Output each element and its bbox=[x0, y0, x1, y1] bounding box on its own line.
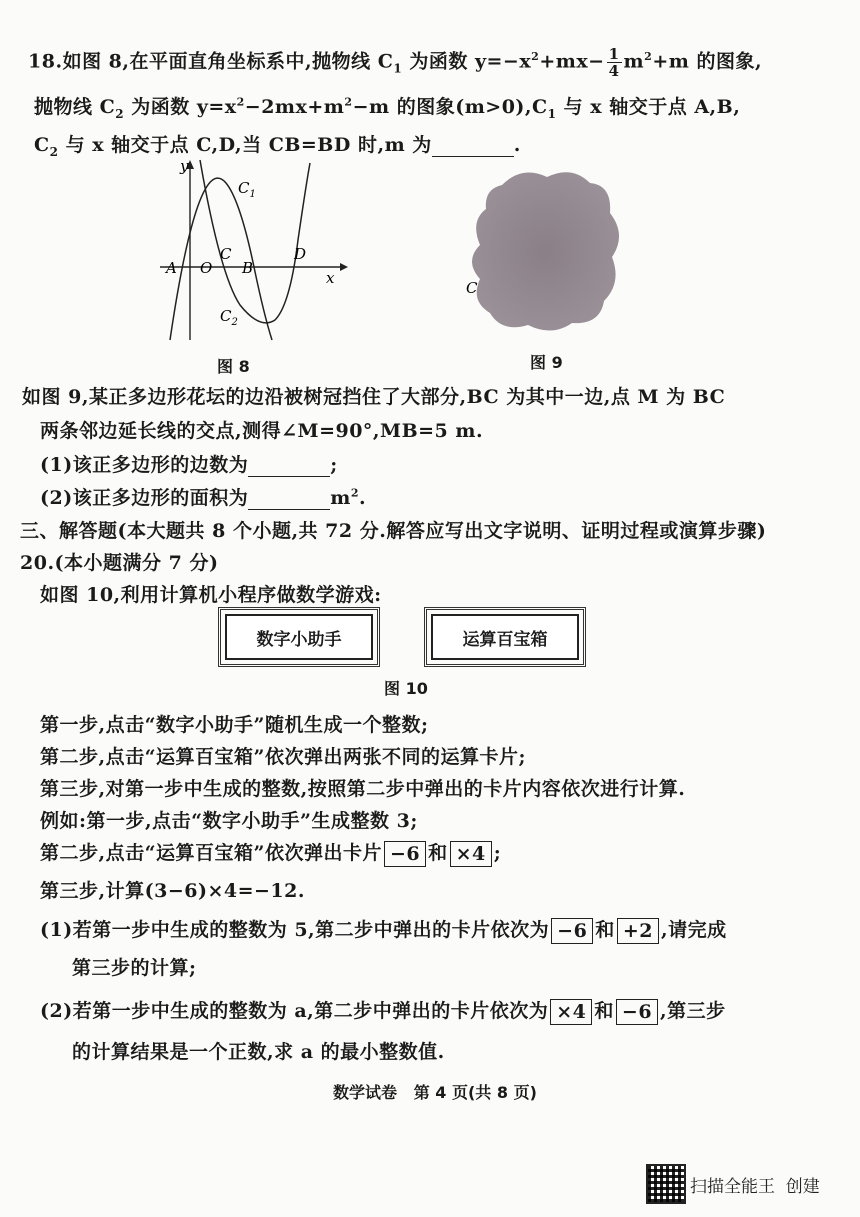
figure-10-caption: 图 10 bbox=[384, 679, 428, 698]
parabola-c2 bbox=[200, 160, 310, 323]
q20-step-3: 第三步,对第一步中生成的整数,按照第二步中弹出的卡片内容依次进行计算. bbox=[40, 778, 686, 800]
operation-box-label: 运算百宝箱 bbox=[431, 614, 579, 660]
q18-number: 18. bbox=[28, 50, 63, 73]
card-plus-2: +2 bbox=[617, 918, 659, 944]
q20-example-1: 例如:第一步,点击“数字小助手”生成整数 3; bbox=[40, 810, 418, 832]
q20-step-1: 第一步,点击“数字小助手”随机生成一个整数; bbox=[40, 714, 429, 736]
label-d: D bbox=[294, 245, 307, 263]
label-c1: $C_1$ bbox=[238, 179, 256, 200]
label-x: x bbox=[326, 269, 335, 287]
number-helper-button[interactable] bbox=[218, 607, 380, 667]
q20-example-2: 第二步,点击“运算百宝箱”依次弹出卡片 −6 和 ×4 ; bbox=[40, 842, 502, 865]
label-c2: $C_2$ bbox=[220, 307, 238, 328]
operation-box-button[interactable] bbox=[424, 607, 586, 667]
card-minus-6: −6 bbox=[616, 999, 658, 1025]
q18-line-2: 抛物线 $C_2$ 为函数 $y=x^2-2mx+m^2-m$ 的图象$(m>0),C_1$ 与 x 轴交于点 A,B, bbox=[34, 95, 741, 121]
card-times-4: ×4 bbox=[450, 841, 492, 867]
number-helper-label: 数字小助手 bbox=[225, 614, 373, 660]
answer-blank[interactable] bbox=[248, 487, 330, 510]
figure-8 bbox=[160, 155, 360, 345]
q19-line-1: 如图 9,某正多边形花坛的边沿被树冠挡住了大部分,BC 为其中一边,点 M 为 BC bbox=[22, 386, 726, 408]
answer-blank[interactable] bbox=[248, 454, 330, 477]
q20-part-1: (1)若第一步中生成的整数为 5,第二步中弹出的卡片依次为 −6 和 +2 ,请完成 bbox=[40, 919, 727, 942]
label-o: O bbox=[200, 259, 213, 277]
q18-line-1: 18.如图 8,在平面直角坐标系中,抛物线 $C_1$ 为函数 $y=-x^2+mx-$ $\frac{1}{4}$ $m^2+m$ 的图象, bbox=[28, 45, 763, 80]
q20-part-2-cont: 的计算结果是一个正数,求 a 的最小整数值. bbox=[72, 1041, 445, 1063]
q20-intro: 如图 10,利用计算机小程序做数学游戏: bbox=[40, 584, 382, 606]
label-a: A bbox=[166, 259, 177, 277]
page-footer: 数学试卷 第 4 页(共 8 页) bbox=[333, 1083, 537, 1102]
q19-part-2: (2)该正多边形的面积为 $m^2$. bbox=[40, 486, 367, 509]
card-minus-6: −6 bbox=[551, 918, 593, 944]
q18-line-3: $C_2$ 与 x 轴交于点 C,D,当 CB=BD 时,m 为 . bbox=[34, 134, 521, 159]
section-3-title: 三、解答题(本大题共 8 个小题,共 72 分.解答应写出文字说明、证明过程或演算步骤) bbox=[20, 520, 767, 542]
figure-9-caption: 图 9 bbox=[530, 353, 563, 372]
fraction-quarter: $\frac{1}{4}$ bbox=[608, 45, 620, 80]
q19-line-2: 两条邻边延长线的交点,测得∠M=90°,MB=5 m. bbox=[40, 420, 484, 442]
label-c: C bbox=[220, 245, 232, 263]
q20-heading: 20.(本小题满分 7 分) bbox=[20, 552, 219, 574]
q20-step-2: 第二步,点击“运算百宝箱”依次弹出两张不同的运算卡片; bbox=[40, 746, 526, 768]
answer-blank[interactable] bbox=[432, 134, 514, 157]
q19-part-1: (1)该正多边形的边数为 ; bbox=[40, 454, 338, 476]
label-b: B bbox=[242, 259, 254, 277]
label-y: y bbox=[180, 157, 189, 175]
figure-9 bbox=[462, 165, 632, 345]
q20-part-1-cont: 第三步的计算; bbox=[72, 957, 197, 979]
card-times-4: ×4 bbox=[550, 999, 592, 1025]
x-axis-arrow bbox=[340, 263, 348, 271]
card-minus-6: −6 bbox=[384, 841, 426, 867]
tree-canopy bbox=[472, 172, 619, 330]
scanner-watermark: 扫描全能王 创建 bbox=[690, 1177, 820, 1197]
label-c-fig9: C bbox=[466, 279, 478, 297]
q20-example-3: 第三步,计算(3−6)×4=−12. bbox=[40, 880, 305, 902]
qr-code-icon bbox=[646, 1164, 686, 1204]
figure-8-caption: 图 8 bbox=[217, 357, 250, 376]
q20-part-2: (2)若第一步中生成的整数为 a,第二步中弹出的卡片依次为 ×4 和 −6 ,第三步 bbox=[40, 1000, 726, 1023]
